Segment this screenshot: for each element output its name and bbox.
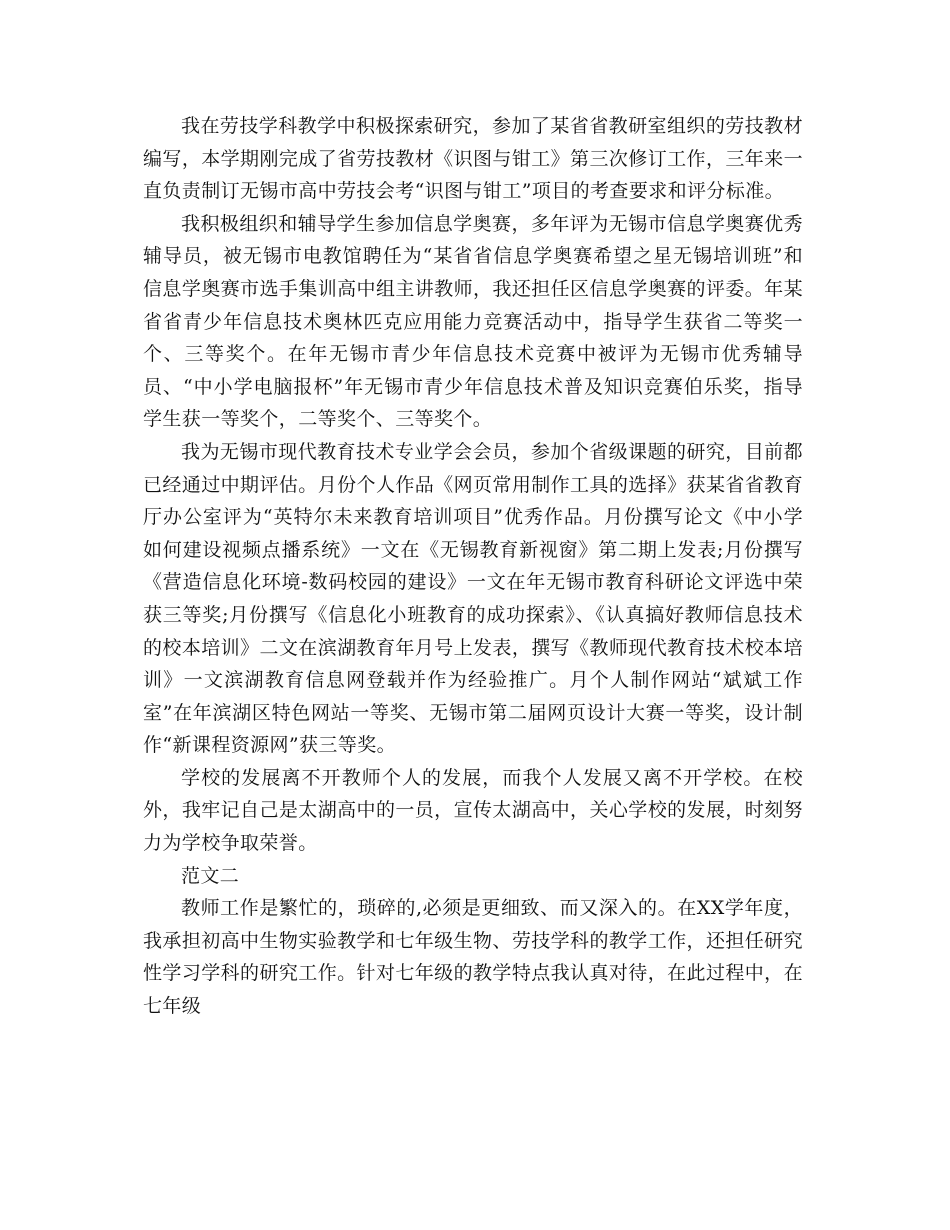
- paragraph-textbook-work: 我在劳技学科教学中积极探索研究，参加了某省省教研室组织的劳技教材编写，本学期刚完成了省劳技教材《识图与钳工》第三次修订工作，三年来一直负责制订无锡市高中劳技会考“识图与钳工”项目的考查要求和评分标准。: [143, 115, 803, 203]
- paragraph-teacher-work: 教师工作是繁忙的，琐碎的,必须是更细致、而又深入的。在XX学年度，我承担初高中生物实验教学和七年级生物、劳技学科的教学工作，还担任研究性学习学科的研究工作。针对七年级的教学特点我认真对待，在此过程中，在七年级: [143, 897, 803, 1018]
- paragraph-school-honor: 学校的发展离不开教师个人的发展，而我个人发展又离不开学校。在校外，我牢记自己是太湖高中的一员，宣传太湖高中，关心学校的发展，时刻努力为学校争取荣誉。: [143, 766, 803, 855]
- section-heading: 范文二: [181, 864, 240, 887]
- paragraph-research-papers: 我为无锡市现代教育技术专业学会会员，参加个省级课题的研究，目前都已经通过中期评估。月份个人作品《网页常用制作工具的选择》获某省省教育厅办公室评为“英特尔未来教育培训项目”优秀作品。月份撰写论文《中小学如何建设视频点播系统》一文在《无锡教育新视窗》第二期上发表;月份撰写《营造信息化环境-数码校园的建设》一文在年无锡市教育科研论文评选中荣获三等奖;月份撰写《信息化小班教育的成功探索》、《认真搞好教师信息技术的校本培训》二文在滨湖教育年月号上发表，撰写《教师现代教育技术校本培训》一文滨湖教育信息网登载并作为经验推广。月个人制作网站“斌斌工作室”在年滨湖区特色网站一等奖、无锡市第二届网页设计大赛一等奖，设计制作“新课程资源网”获三等奖。: [143, 440, 803, 757]
- document-page: [143, 110, 803, 1023]
- paragraph-olympiad-coaching: 我积极组织和辅导学生参加信息学奥赛，多年评为无锡市信息学奥赛优秀辅导员，被无锡市电教馆聘任为“某省省信息学奥赛希望之星无锡培训班”和信息学奥赛市选手集训高中组主讲教师，我还担任区信息学奥赛的评委。年某省省青少年信息技术奥林匹克应用能力竞赛活动中，指导学生获省二等奖一个、三等奖个。在年无锡市青少年信息技术竞赛中被评为无锡市优秀辅导员、“中小学电脑报杯”年无锡市青少年信息技术普及知识竞赛伯乐奖，指导学生获一等奖个，二等奖个、三等奖个。: [143, 212, 803, 431]
